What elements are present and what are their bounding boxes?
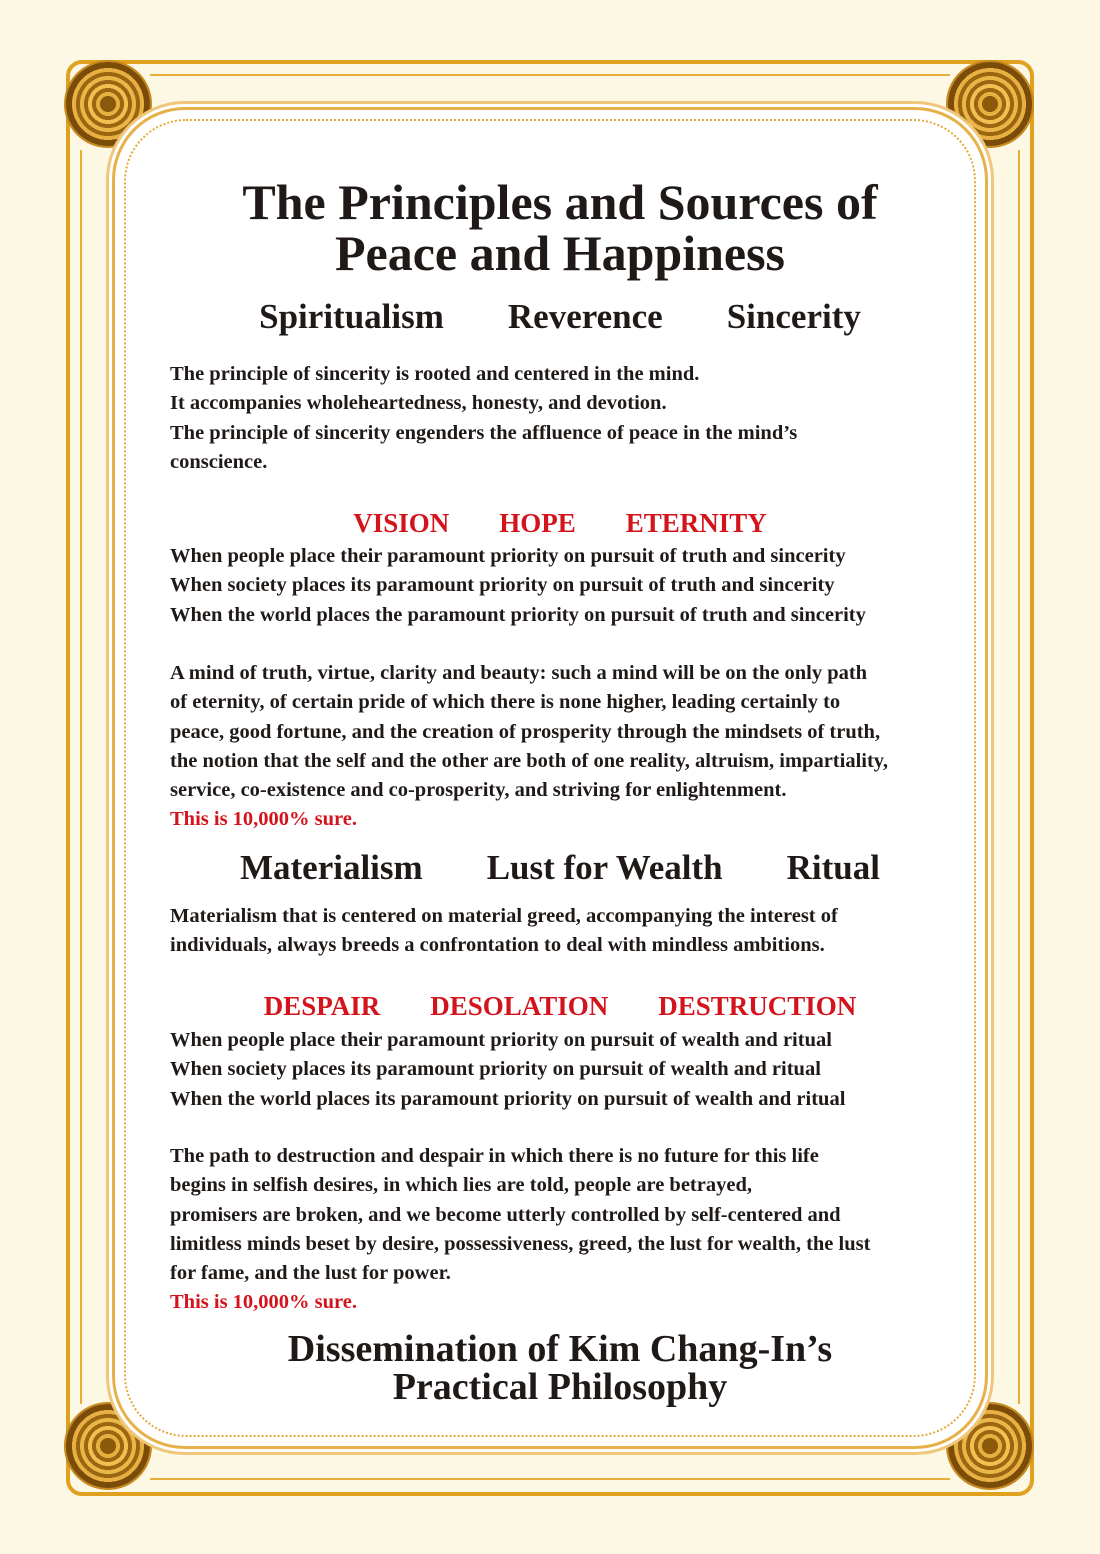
- frame-line-top: [150, 74, 950, 76]
- footer-line-2: Practical Philosophy: [392, 1366, 728, 1408]
- triad-word: Reverence: [507, 297, 663, 336]
- wealth-priorities: [170, 1026, 960, 1114]
- title-line-1: The Principles and Sources of: [242, 174, 878, 230]
- paragraph-line: When the world places the paramount priority on pursuit of truth and sincerity: [170, 603, 866, 626]
- paragraph-line: limitless minds beset by desire, possessiveness, greed, the lust for wealth, the lust: [170, 1232, 871, 1255]
- frame-line-left: [80, 150, 82, 1404]
- materialism-paragraph: [170, 902, 960, 961]
- triad-word: Spiritualism: [259, 297, 444, 336]
- triad-word: Ritual: [786, 848, 881, 887]
- triad-word: Lust for Wealth: [486, 848, 723, 887]
- triad-word: DESOLATION: [430, 991, 609, 1021]
- negative-triad: [170, 991, 950, 1022]
- triad-word: Materialism: [239, 848, 423, 887]
- paragraph-line: When society places its paramount priority on pursuit of wealth and ritual: [170, 1058, 821, 1081]
- paragraph-line: When society places its paramount priority on pursuit of truth and sincerity: [170, 574, 835, 597]
- paragraph-line: The path to destruction and despair in which there is no future for this life: [170, 1145, 819, 1167]
- document-title: [170, 174, 950, 281]
- paragraph-line: the notion that the self and the other are both of one reality, altruism, impartiality,: [170, 749, 889, 772]
- paragraph-line: peace, good fortune, and the creation of prosperity through the mindsets of truth,: [170, 720, 881, 743]
- frame-line-right: [1018, 150, 1020, 1404]
- truth-mind-paragraph: [170, 659, 960, 835]
- paragraph-line: individuals, always breeds a confrontation to deal with mindless ambitions.: [170, 934, 825, 957]
- paragraph-line: When people place their paramount priority on pursuit of truth and sincerity: [170, 545, 846, 567]
- sincerity-paragraph: [170, 360, 960, 477]
- paragraph-line: Materialism that is centered on material greed, accompanying the interest of: [170, 905, 838, 927]
- triad-word: DESPAIR: [263, 991, 381, 1021]
- paragraph-line: The principle of sincerity is rooted and centered in the mind.: [170, 363, 700, 385]
- footer-title: [170, 1330, 950, 1406]
- sure-statement: This is 10,000% sure.: [170, 1291, 358, 1314]
- truth-priorities: [170, 542, 960, 630]
- paragraph-line: begins in selfish desires, in which lies are told, people are betrayed,: [170, 1174, 752, 1197]
- paragraph-line: The principle of sincerity engenders the affluence of peace in the mind’s: [170, 421, 798, 444]
- material-triad: [170, 848, 950, 888]
- paragraph-line: for fame, and the lust for power.: [170, 1262, 451, 1285]
- triad-word: Sincerity: [726, 297, 861, 336]
- spiritual-triad: [170, 297, 950, 337]
- paragraph-line: It accompanies wholeheartedness, honesty, and devotion.: [170, 392, 667, 415]
- triad-word: HOPE: [499, 508, 576, 538]
- frame-line-bottom: [150, 1478, 950, 1480]
- paragraph-line: A mind of truth, virtue, clarity and beauty: such a mind will be on the only path: [170, 662, 868, 684]
- triad-word: VISION: [353, 508, 450, 538]
- paragraph-line: When people place their paramount priority on pursuit of wealth and ritual: [170, 1029, 832, 1051]
- paragraph-line: When the world places its paramount priority on pursuit of wealth and ritual: [170, 1087, 846, 1110]
- triad-word: DESTRUCTION: [658, 991, 857, 1021]
- footer-line-1: Dissemination of Kim Chang-In’s: [287, 1328, 833, 1370]
- triad-word: ETERNITY: [625, 508, 767, 538]
- positive-triad: [170, 508, 950, 539]
- paragraph-line: conscience.: [170, 450, 268, 473]
- paragraph-line: of eternity, of certain pride of which there is none higher, leading certainly to: [170, 691, 841, 714]
- sure-statement: This is 10,000% sure.: [170, 808, 358, 831]
- destruction-paragraph: [170, 1142, 960, 1318]
- title-line-2: Peace and Happiness: [334, 225, 786, 281]
- paragraph-line: promisers are broken, and we become utterly controlled by self-centered and: [170, 1203, 841, 1226]
- paragraph-line: service, co-existence and co-prosperity, and striving for enlightenment.: [170, 779, 787, 802]
